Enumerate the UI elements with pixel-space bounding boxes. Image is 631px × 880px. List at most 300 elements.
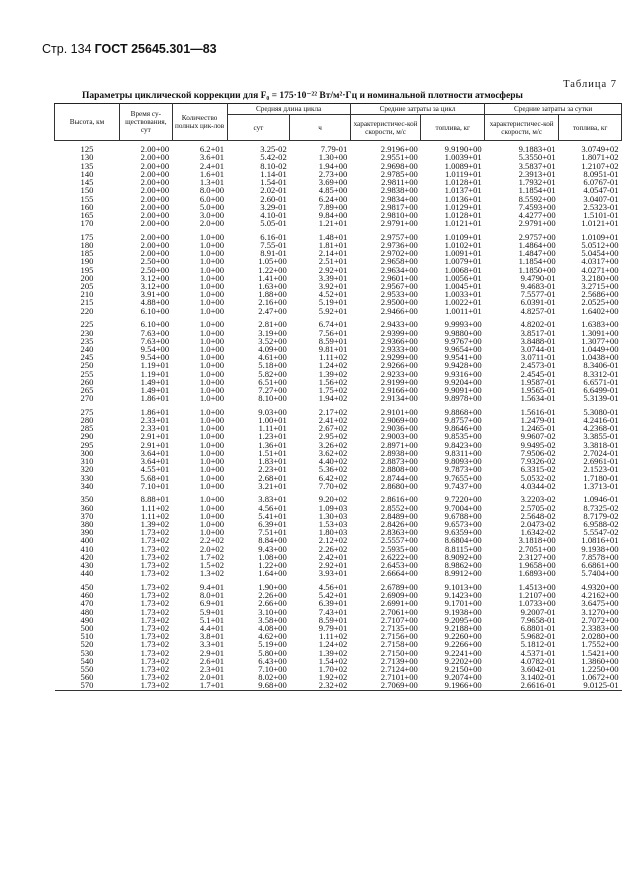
table-cell: 2.9791+00 — [380, 218, 418, 229]
table-cell: 2.00+00 — [140, 231, 170, 242]
table-cell: 1.73+02 — [140, 598, 170, 609]
table-cell: 410 — [80, 543, 94, 554]
table-cell: 295 — [80, 439, 94, 450]
table-cell: 2.9003+00 — [380, 431, 418, 442]
table-cell: 7.43+01 — [318, 606, 348, 617]
table-cell: 2.7124+00 — [380, 663, 418, 674]
table-cell: 3.1270+00 — [581, 606, 619, 617]
table-cell: 1.0+00 — [199, 472, 225, 483]
table-cell: 1.73+02 — [140, 590, 170, 601]
table-cell: 2.00+00 — [140, 168, 170, 179]
table-cell: 2.5323-01 — [583, 201, 619, 212]
table-cell: 1.73+02 — [140, 581, 170, 592]
table-cell: 8.6804+00 — [444, 535, 482, 546]
table-cell: 6.16-01 — [260, 231, 287, 242]
table-cell: 8.7179-02 — [583, 510, 619, 521]
table-cell: 2.9757+00 — [518, 231, 556, 242]
table-cell: 9.2260+00 — [444, 631, 482, 642]
table-cell: 3.3+01 — [199, 639, 225, 650]
table-cell: 6.10+00 — [140, 305, 170, 316]
table-cell: 1.0136+01 — [444, 193, 482, 204]
table-cell: 1.0+00 — [199, 343, 225, 354]
table-cell: 2.7069+00 — [350, 681, 421, 690]
table-cell: 9.7004+00 — [444, 502, 482, 513]
table-cell: 1.3713-01 — [583, 480, 619, 491]
table-cell: 1.0+00 — [199, 319, 225, 330]
table-row — [55, 569, 622, 577]
table-cell: 5.0454+00 — [581, 248, 619, 259]
table-cell: 1.0109+01 — [444, 231, 482, 242]
table-cell: 2.9634+00 — [380, 264, 418, 275]
table-cell: 2.9736+00 — [380, 240, 418, 251]
table-cell: 3.10+00 — [258, 606, 287, 617]
table-cell: 9.9654+00 — [444, 343, 482, 354]
table-cell: 2.3+01 — [199, 663, 225, 674]
table-cell: 2.9533+00 — [380, 289, 418, 300]
table-cell: 530 — [80, 647, 94, 658]
table-cell: 8.0951-01 — [583, 168, 619, 179]
table-cell: 4.9320+00 — [581, 581, 619, 592]
table-cell: 9.7873+00 — [444, 464, 482, 475]
table-cell: 6.10+00 — [140, 319, 170, 330]
table-cell: 2.14+01 — [318, 248, 348, 259]
table-cell: 2.7158+00 — [380, 639, 418, 650]
table-cell: 2.50+00 — [140, 264, 170, 275]
table-cell: 2.47+00 — [258, 305, 287, 316]
table-cell: 2.9433+00 — [380, 319, 418, 330]
table-cell: 1.0109+01 — [581, 231, 619, 242]
table-cell: 2.7061+00 — [380, 606, 418, 617]
table-cell: 9.8093+00 — [444, 456, 482, 467]
table-cell: 2.2+02 — [199, 535, 225, 546]
table-cell: 7.9506-02 — [520, 447, 556, 458]
table-cell: 190 — [80, 256, 94, 267]
table-cell: 1.73+02 — [140, 614, 170, 625]
col-avg-cycle: Средняя длина цикла — [227, 104, 350, 115]
table-cell: 5.68+01 — [140, 472, 170, 483]
table-cell: 1.39+02 — [318, 368, 348, 379]
table-cell: 5.0+00 — [199, 201, 225, 212]
table-cell: 560 — [80, 672, 94, 683]
table-cell: 1.53+03 — [318, 519, 348, 530]
table-cell: 9.7655+00 — [444, 472, 482, 483]
table-cell: 1.21+01 — [318, 218, 348, 229]
table-cell: 2.8938+00 — [380, 447, 418, 458]
table-cell: 2.50+00 — [140, 256, 170, 267]
table-cell: 1.5616-01 — [520, 406, 556, 417]
table-cell: 1.73+02 — [140, 568, 170, 579]
table-cell: 9.2202+00 — [444, 655, 482, 666]
table-body — [55, 141, 622, 690]
table-cell: 1.0119+01 — [444, 168, 482, 179]
table-cell: 2.00+00 — [140, 248, 170, 259]
table-cell: 1.11+02 — [319, 352, 348, 363]
table-cell: 2.9366+00 — [380, 335, 418, 346]
table-cell: 2.9036+00 — [380, 423, 418, 434]
table-cell: 9.9767+00 — [444, 335, 482, 346]
table-cell: 6.74+01 — [318, 319, 348, 330]
table-cell: 9.9607-02 — [520, 431, 556, 442]
table-cell: 8.3312-01 — [583, 368, 619, 379]
table-cell: 3.6042-01 — [520, 663, 556, 674]
table-cell: 1.0+00 — [199, 431, 225, 442]
col-per-day: Средние затраты за сутки — [485, 104, 622, 115]
table-cell: 470 — [80, 598, 94, 609]
table-cell: 1.7932+01 — [518, 177, 556, 188]
table-cell: 5.7404+00 — [581, 568, 619, 579]
table-cell: 2.00+00 — [140, 144, 170, 155]
col-char-velocity-cycle: характеристичес-кой скорости, м/с — [350, 115, 421, 141]
table-cell: 1.0672+00 — [581, 672, 619, 683]
table-cell: 4.0344-02 — [520, 480, 556, 491]
table-cell: 9.79+01 — [318, 622, 348, 633]
table-cell: 2.00+00 — [140, 193, 170, 204]
table-cell: 8.9862+00 — [444, 560, 482, 571]
table-cell: 9.9880+00 — [444, 327, 482, 338]
table-cell: 2.00+00 — [140, 177, 170, 188]
table-cell: 3.21+01 — [258, 480, 287, 491]
table-cell: 9.9541+00 — [444, 352, 482, 363]
table-cell: 3.93+01 — [318, 568, 348, 579]
table-cell: 1.83+01 — [258, 456, 287, 467]
table-cell: 350 — [80, 494, 94, 505]
table-cell: 3.2203-02 — [520, 494, 556, 505]
table-cell: 5.41+01 — [258, 510, 287, 521]
table-cell: 2.7156+00 — [380, 631, 418, 642]
table-cell: 165 — [80, 209, 94, 220]
table-cell: 150 — [80, 185, 94, 196]
table-cell: 5.80+00 — [258, 647, 287, 658]
table-cell: 140 — [80, 168, 94, 179]
table-cell: 6.39+01 — [318, 598, 348, 609]
table-cell: 510 — [80, 631, 94, 642]
table-cell: 9.54+00 — [140, 343, 170, 354]
table-cell: 9.2188+00 — [444, 622, 482, 633]
table-cell: 2.9810+00 — [380, 209, 418, 220]
table-cell: 9.8423+00 — [444, 439, 482, 450]
table-cell: 5.1812-01 — [520, 639, 556, 650]
table-cell: 1.5634-01 — [520, 393, 556, 404]
table-cell: 1.0438+00 — [581, 352, 619, 363]
table-cell: 6.3315-02 — [520, 464, 556, 475]
table-cell: 1.0+00 — [199, 368, 225, 379]
table-cell: 4.61+00 — [258, 352, 287, 363]
table-cell: 6.24+00 — [318, 193, 348, 204]
table-cell: 1.5101-01 — [583, 209, 619, 220]
table-cell: 2.9811+00 — [381, 177, 418, 188]
table-cell: 2.6961-01 — [583, 456, 619, 467]
table-cell: 1.0+00 — [199, 447, 225, 458]
table-cell: 4.08+00 — [258, 622, 287, 633]
table-cell: 1.64+00 — [258, 568, 287, 579]
table-cell: 9.8978+00 — [444, 393, 482, 404]
table-cell: 8.9912+00 — [444, 568, 482, 579]
table-cell: 7.70+02 — [318, 480, 348, 491]
table-cell: 9.9428+00 — [444, 360, 482, 371]
table-cell: 9.9091+00 — [444, 384, 482, 395]
table-cell: 1.6383+00 — [581, 319, 619, 330]
table-cell: 2.7139+00 — [380, 655, 418, 666]
table-cell: 2.00+00 — [140, 218, 170, 229]
table-cell: 2.41+02 — [318, 415, 348, 426]
table-cell: 1.39+02 — [318, 647, 348, 658]
table-cell: 1.11+02 — [319, 631, 348, 642]
table-cell: 2.9702+00 — [380, 248, 418, 259]
table-cell: 3.2715+00 — [581, 281, 619, 292]
table-cell: 3.5837+01 — [518, 160, 556, 171]
table-cell: 9.2150+00 — [444, 663, 482, 674]
table-cell: 9.6573+00 — [444, 519, 482, 530]
table-cell: 2.8971+00 — [380, 439, 418, 450]
table-cell: 5.3550+01 — [518, 152, 556, 163]
table-cell: 3.1818+00 — [518, 535, 556, 546]
table-cell: 145 — [80, 177, 94, 188]
table-cell: 3.6+01 — [199, 152, 225, 163]
table-cell: 1.0033+01 — [444, 289, 482, 300]
table-cell: 430 — [80, 560, 94, 571]
table-cell: 2.81+00 — [258, 319, 287, 330]
table-cell: 235 — [80, 335, 94, 346]
table-cell: 8.59+01 — [318, 614, 348, 625]
table-cell: 1.0091+01 — [444, 248, 482, 259]
table-cell: 1.2479-01 — [520, 415, 556, 426]
table-cell: 340 — [80, 480, 94, 491]
table-cell: 2.8808+00 — [380, 464, 418, 475]
table-cell: 1.00+01 — [258, 415, 287, 426]
table-cell: 9.6788+00 — [444, 510, 482, 521]
table-title: Параметры циклической коррекции для F₀ = 175·10⁻²² Вт/м²·Гц и номинальной плотности атмосферы — [82, 91, 523, 101]
table-cell: 1.23+01 — [258, 431, 287, 442]
table-cell: 1.73+02 — [140, 655, 170, 666]
table-cell: 8.9092+00 — [444, 551, 482, 562]
table-cell: 2.00+00 — [140, 185, 170, 196]
table-cell: 9.8646+00 — [444, 423, 482, 434]
table-cell: 2.33+01 — [140, 423, 170, 434]
table-cell: 380 — [80, 519, 94, 530]
table-cell: 1.90+00 — [258, 581, 287, 592]
table-cell: 2.9791+00 — [518, 218, 556, 229]
table-cell: 7.8578+00 — [581, 551, 619, 562]
table-cell: 460 — [80, 590, 94, 601]
table-cell: 1.1854+01 — [518, 185, 556, 196]
table-cell: 1.81+01 — [318, 240, 348, 251]
table-cell: 1.0+00 — [199, 272, 225, 283]
table-cell: 1.0056+01 — [444, 272, 482, 283]
table-cell: 2.91+01 — [140, 431, 170, 442]
table-cell: 205 — [80, 281, 94, 292]
table-cell: 6.43+00 — [258, 655, 287, 666]
table-cell: 2.00+00 — [140, 240, 170, 251]
table-cell: 1.3860+00 — [581, 655, 619, 666]
table-cell: 3.1402-01 — [520, 672, 556, 683]
table-cell: 1.0+00 — [199, 456, 225, 467]
table-cell: 2.17+02 — [318, 406, 348, 417]
table-row — [55, 219, 622, 227]
table-cell: 6.6499-01 — [583, 384, 619, 395]
table-cell: 1.3091+00 — [581, 327, 619, 338]
table-cell: 9.2007-01 — [520, 606, 556, 617]
table-cell: 215 — [80, 297, 94, 308]
table-cell: 200 — [80, 272, 94, 283]
table-cell: 1.0+00 — [199, 248, 225, 259]
table-cell: 1.7+02 — [199, 551, 225, 562]
table-cell: 2.6222+00 — [380, 551, 418, 562]
table-cell: 1.4864+00 — [518, 240, 556, 251]
table-cell: 1.0+00 — [199, 360, 225, 371]
table-cell: 270 — [80, 393, 94, 404]
table-cell: 2.67+02 — [318, 423, 348, 434]
table-cell: 8.3406-01 — [583, 360, 619, 371]
table-cell: 1.0+00 — [199, 281, 225, 292]
table-cell: 2.6616-01 — [485, 681, 559, 690]
table-cell: 275 — [80, 406, 94, 417]
table-cell: 5.5547-02 — [583, 527, 619, 538]
table-cell: 5.0512+00 — [581, 240, 619, 251]
table-cell: 1.0011+01 — [444, 305, 482, 316]
table-cell: 1.0+00 — [199, 480, 225, 491]
table-cell: 5.0532-02 — [520, 472, 556, 483]
table-cell: 1.2107+02 — [581, 160, 619, 171]
table-cell: 1.0733+00 — [518, 598, 556, 609]
table-cell: 1.4513+00 — [518, 581, 556, 592]
table-cell: 4.10-01 — [260, 209, 287, 220]
table-cell: 175 — [80, 231, 94, 242]
table-cell: 2.60-01 — [260, 193, 287, 204]
table-cell: 3.0749+02 — [581, 144, 619, 155]
table-cell: 2.7051+00 — [518, 543, 556, 554]
table-cell: 1.73+02 — [140, 527, 170, 538]
table-cell: 3.6475+00 — [581, 598, 619, 609]
table-cell: 1.19+01 — [140, 368, 170, 379]
table-cell: 1.0+00 — [199, 439, 225, 450]
table-cell: 9.2074+00 — [444, 672, 482, 683]
table-cell: 1.11+02 — [140, 510, 170, 521]
table-cell: 1.22+00 — [258, 264, 287, 275]
table-cell: 2.3913+01 — [518, 168, 556, 179]
table-cell: 8.5592+00 — [518, 193, 556, 204]
table-cell: 2.9166+00 — [380, 384, 418, 395]
table-cell: 2.9817+00 — [380, 201, 418, 212]
table-cell: 9.7437+00 — [444, 480, 482, 491]
table-cell: 1.0039+01 — [444, 152, 482, 163]
table-cell: 8.91-01 — [260, 248, 287, 259]
table-cell: 2.9834+00 — [380, 193, 418, 204]
table-cell: 7.51+01 — [258, 527, 287, 538]
table-cell: 1.0129+01 — [444, 201, 482, 212]
table-cell: 1.63+00 — [258, 281, 287, 292]
table-cell: 2.0+01 — [199, 672, 225, 683]
table-cell: 3.64+01 — [140, 447, 170, 458]
table-cell: 3.69+00 — [318, 177, 348, 188]
table-cell: 9.8535+00 — [444, 431, 482, 442]
table-cell: 1.0+00 — [199, 297, 225, 308]
table-cell: 9.6359+00 — [444, 527, 482, 538]
table-cell: 9.8757+00 — [444, 415, 482, 426]
table-cell: 8.8115+00 — [444, 543, 482, 554]
table-cell: 9.4+01 — [199, 581, 225, 592]
table-cell: 1.0+00 — [199, 384, 225, 395]
table-cell: 2.8616+00 — [380, 494, 418, 505]
table-cell: 2.73+00 — [318, 168, 348, 179]
col-hours: ч — [290, 115, 351, 141]
table-cell: 1.49+01 — [140, 384, 170, 395]
table-cell: 2.9785+00 — [380, 168, 418, 179]
table-cell: 7.9658-01 — [520, 614, 556, 625]
table-cell: 2.5686+00 — [581, 289, 619, 300]
table-cell: 1.0089+01 — [444, 160, 482, 171]
table-cell: 2.9266+00 — [380, 360, 418, 371]
table-cell: 310 — [80, 456, 94, 467]
table-cell: 6.0+00 — [199, 193, 225, 204]
table-cell: 7.79-01 — [320, 144, 348, 155]
table-cell: 130 — [80, 152, 94, 163]
table-cell: 8.59+01 — [318, 335, 348, 346]
table-cell: 8.02+00 — [258, 672, 287, 683]
table-cell: 1.73+02 — [140, 672, 170, 683]
table-cell: 3.19+00 — [258, 327, 287, 338]
table-header — [55, 104, 622, 141]
table-cell: 1.73+02 — [119, 681, 172, 690]
table-cell: 5.18+00 — [258, 360, 287, 371]
table-cell: 1.0079+01 — [444, 256, 482, 267]
table-cell: 2.8426+00 — [380, 519, 418, 530]
table-cell: 3.92+01 — [318, 281, 348, 292]
table-cell: 9.2266+00 — [444, 639, 482, 650]
table-cell: 5.3080-01 — [583, 406, 619, 417]
table-number: Таблица 7 — [563, 79, 617, 90]
table-cell: 2.7135+00 — [380, 622, 418, 633]
table-cell: 1.08+00 — [258, 551, 287, 562]
table-cell: 3.8517-01 — [520, 327, 556, 338]
table-cell: 1.0+00 — [199, 289, 225, 300]
table-cell: 230 — [80, 327, 94, 338]
table-cell: 1.41+00 — [258, 272, 287, 283]
table-cell: 1.54-01 — [260, 177, 287, 188]
table-cell: 240 — [80, 343, 94, 354]
table-cell: 5.19+00 — [258, 639, 287, 650]
table-cell: 7.27+00 — [258, 384, 287, 395]
table-cell: 1.14-01 — [260, 168, 287, 179]
table-cell: 4.0271+00 — [581, 264, 619, 275]
table-cell: 2.26+00 — [258, 590, 287, 601]
table-cell: 2.23+01 — [258, 464, 287, 475]
table-cell: 1.0+00 — [199, 519, 225, 530]
table-cell: 2.00+00 — [140, 160, 170, 171]
table-cell: 2.16+00 — [258, 297, 287, 308]
table-cell: 1.0022+01 — [444, 297, 482, 308]
table-cell: 2.9101+00 — [380, 406, 418, 417]
table-cell: 2.8744+00 — [380, 472, 418, 483]
table-cell: 4.52+01 — [318, 289, 348, 300]
table-cell: 1.3077+00 — [581, 335, 619, 346]
table-cell: 1.1850+00 — [518, 264, 556, 275]
table-cell: 2.32+02 — [290, 681, 351, 690]
table-cell: 9.0125-01 — [559, 681, 622, 690]
table-cell: 2.9333+00 — [380, 343, 418, 354]
table-cell: 6.51+00 — [258, 376, 287, 387]
table-cell: 2.6453+00 — [380, 560, 418, 571]
table-cell: 1.54+02 — [318, 655, 348, 666]
table-cell: 2.12+02 — [318, 535, 348, 546]
table-cell: 4.56+01 — [318, 581, 348, 592]
table-cell: 8.0+01 — [199, 590, 225, 601]
table-cell: 1.19+01 — [140, 360, 170, 371]
table-cell: 7.56+01 — [318, 327, 348, 338]
table-cell: 9.9495-02 — [520, 439, 556, 450]
table-cell: 2.0280+00 — [581, 631, 619, 642]
table-cell: 2.9+01 — [199, 647, 225, 658]
table-cell: 4.4+01 — [199, 622, 225, 633]
